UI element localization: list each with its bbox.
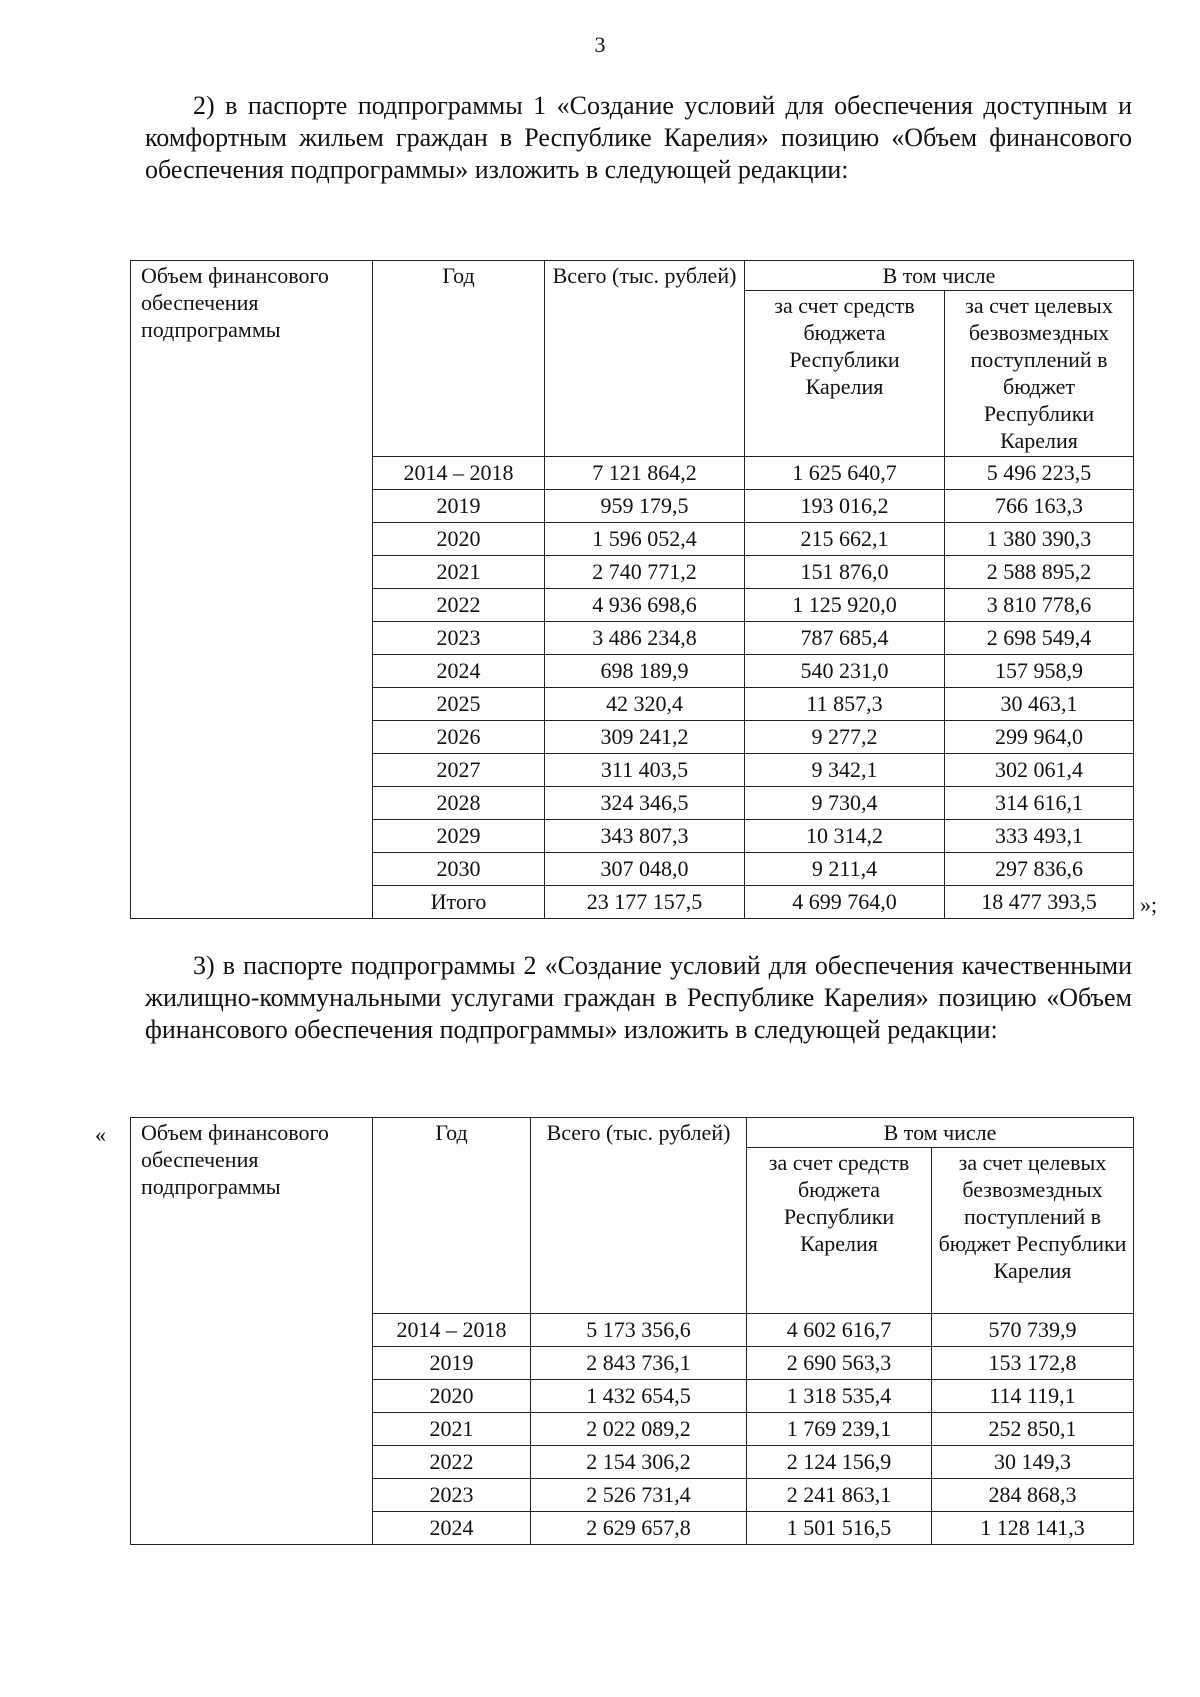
cell-budget: 4 602 616,7 <box>747 1314 932 1347</box>
cell-total: 23 177 157,5 <box>545 886 745 919</box>
cell-total: 7 121 864,2 <box>545 457 745 490</box>
cell-targeted: 157 958,9 <box>945 655 1134 688</box>
cell-targeted: 570 739,9 <box>932 1314 1134 1347</box>
header-targeted: за счет целевых безвозмездных поступлений в бюджет Республики Карелия <box>932 1148 1134 1314</box>
header-year: Год <box>373 261 545 457</box>
cell-targeted: 302 061,4 <box>945 754 1134 787</box>
cell-targeted: 284 868,3 <box>932 1479 1134 1512</box>
cell-total: 2 843 736,1 <box>531 1347 747 1380</box>
header-row <box>131 1118 1134 1148</box>
cell-budget: 215 662,1 <box>745 523 945 556</box>
header-targeted: за счет целевых безвозмездных поступлений в бюджет Республики Карелия <box>945 291 1134 457</box>
cell-targeted: 297 836,6 <box>945 853 1134 886</box>
cell-targeted: 30 149,3 <box>932 1446 1134 1479</box>
cell-year: 2020 <box>373 523 545 556</box>
cell-budget: 2 690 563,3 <box>747 1347 932 1380</box>
label-cell: Объем финансового обеспечения подпрограммы <box>131 1118 373 1545</box>
cell-year: 2022 <box>373 589 545 622</box>
header-budget: за счет средств бюджета Республики Карелия <box>745 291 945 457</box>
cell-targeted: 30 463,1 <box>945 688 1134 721</box>
cell-targeted: 153 172,8 <box>932 1347 1134 1380</box>
cell-budget: 11 857,3 <box>745 688 945 721</box>
cell-year: 2019 <box>373 490 545 523</box>
cell-total: 2 526 731,4 <box>531 1479 747 1512</box>
cell-targeted: 1 380 390,3 <box>945 523 1134 556</box>
header-including: В том числе <box>747 1118 1134 1148</box>
header-total: Всего (тыс. рублей) <box>545 261 745 457</box>
cell-budget: 540 231,0 <box>745 655 945 688</box>
table-body <box>131 261 1134 919</box>
header-row <box>131 261 1134 291</box>
subprogram-1-finance-table <box>130 260 1134 919</box>
cell-budget: 9 211,4 <box>745 853 945 886</box>
cell-budget: 4 699 764,0 <box>745 886 945 919</box>
cell-total: 2 154 306,2 <box>531 1446 747 1479</box>
cell-budget: 10 314,2 <box>745 820 945 853</box>
cell-targeted: 114 119,1 <box>932 1380 1134 1413</box>
opening-quote-mark: « <box>95 1122 106 1147</box>
header-year: Год <box>373 1118 531 1314</box>
label-cell: Объем финансового обеспечения подпрограммы <box>131 261 373 919</box>
cell-budget: 2 241 863,1 <box>747 1479 932 1512</box>
cell-total: 3 486 234,8 <box>545 622 745 655</box>
header-total: Всего (тыс. рублей) <box>531 1118 747 1314</box>
section-2-paragraph: 2) в паспорте подпрограммы 1 «Создание условий для обеспечения доступным и комфортным жильем граждан в Республике Карелия» позицию «Объем финансового обеспечения подпрограммы» изложить в следующей редакции: <box>145 91 1132 184</box>
cell-total: 2 022 089,2 <box>531 1413 747 1446</box>
cell-year: 2023 <box>373 622 545 655</box>
cell-year: 2024 <box>373 655 545 688</box>
table-body <box>131 1118 1134 1545</box>
cell-total: 42 320,4 <box>545 688 745 721</box>
cell-year: 2021 <box>373 1413 531 1446</box>
header-including: В том числе <box>745 261 1134 291</box>
cell-budget: 9 342,1 <box>745 754 945 787</box>
cell-year: 2014 – 2018 <box>373 1314 531 1347</box>
cell-targeted: 299 964,0 <box>945 721 1134 754</box>
cell-year: 2024 <box>373 1512 531 1545</box>
cell-total: 309 241,2 <box>545 721 745 754</box>
subprogram-2-finance-table <box>130 1117 1134 1545</box>
cell-year: Итого <box>373 886 545 919</box>
cell-year: 2022 <box>373 1446 531 1479</box>
cell-targeted: 2 588 895,2 <box>945 556 1134 589</box>
cell-budget: 787 685,4 <box>745 622 945 655</box>
cell-total: 1 432 654,5 <box>531 1380 747 1413</box>
page-number: 3 <box>594 32 606 57</box>
header-budget: за счет средств бюджета Республики Карелия <box>747 1148 932 1314</box>
cell-budget: 1 625 640,7 <box>745 457 945 490</box>
cell-targeted: 1 128 141,3 <box>932 1512 1134 1545</box>
cell-total: 307 048,0 <box>545 853 745 886</box>
cell-targeted: 252 850,1 <box>932 1413 1134 1446</box>
cell-total: 324 346,5 <box>545 787 745 820</box>
cell-targeted: 3 810 778,6 <box>945 589 1134 622</box>
cell-budget: 1 318 535,4 <box>747 1380 932 1413</box>
cell-year: 2019 <box>373 1347 531 1380</box>
cell-year: 2029 <box>373 820 545 853</box>
cell-budget: 151 876,0 <box>745 556 945 589</box>
cell-targeted: 766 163,3 <box>945 490 1134 523</box>
cell-total: 311 403,5 <box>545 754 745 787</box>
cell-year: 2020 <box>373 1380 531 1413</box>
cell-budget: 9 730,4 <box>745 787 945 820</box>
section-3-paragraph: 3) в паспорте подпрограммы 2 «Создание условий для обеспечения качественными жилищно-коммунальными услугами граждан в Республике Карелия» позицию «Объем финансового обеспечения подпрограммы» изложить в следующей редакции: <box>145 951 1132 1044</box>
cell-total: 4 936 698,6 <box>545 589 745 622</box>
cell-year: 2027 <box>373 754 545 787</box>
cell-budget: 9 277,2 <box>745 721 945 754</box>
cell-targeted: 314 616,1 <box>945 787 1134 820</box>
cell-total: 959 179,5 <box>545 490 745 523</box>
cell-budget: 1 769 239,1 <box>747 1413 932 1446</box>
cell-total: 2 629 657,8 <box>531 1512 747 1545</box>
cell-year: 2030 <box>373 853 545 886</box>
cell-total: 2 740 771,2 <box>545 556 745 589</box>
cell-year: 2025 <box>373 688 545 721</box>
cell-budget: 2 124 156,9 <box>747 1446 932 1479</box>
cell-year: 2026 <box>373 721 545 754</box>
closing-quote-mark: »; <box>1140 892 1158 917</box>
cell-year: 2014 – 2018 <box>373 457 545 490</box>
cell-year: 2028 <box>373 787 545 820</box>
cell-budget: 1 501 516,5 <box>747 1512 932 1545</box>
cell-budget: 1 125 920,0 <box>745 589 945 622</box>
cell-year: 2023 <box>373 1479 531 1512</box>
cell-targeted: 18 477 393,5 <box>945 886 1134 919</box>
cell-targeted: 333 493,1 <box>945 820 1134 853</box>
cell-total: 343 807,3 <box>545 820 745 853</box>
cell-targeted: 5 496 223,5 <box>945 457 1134 490</box>
cell-total: 1 596 052,4 <box>545 523 745 556</box>
cell-total: 5 173 356,6 <box>531 1314 747 1347</box>
cell-budget: 193 016,2 <box>745 490 945 523</box>
cell-targeted: 2 698 549,4 <box>945 622 1134 655</box>
cell-year: 2021 <box>373 556 545 589</box>
cell-total: 698 189,9 <box>545 655 745 688</box>
